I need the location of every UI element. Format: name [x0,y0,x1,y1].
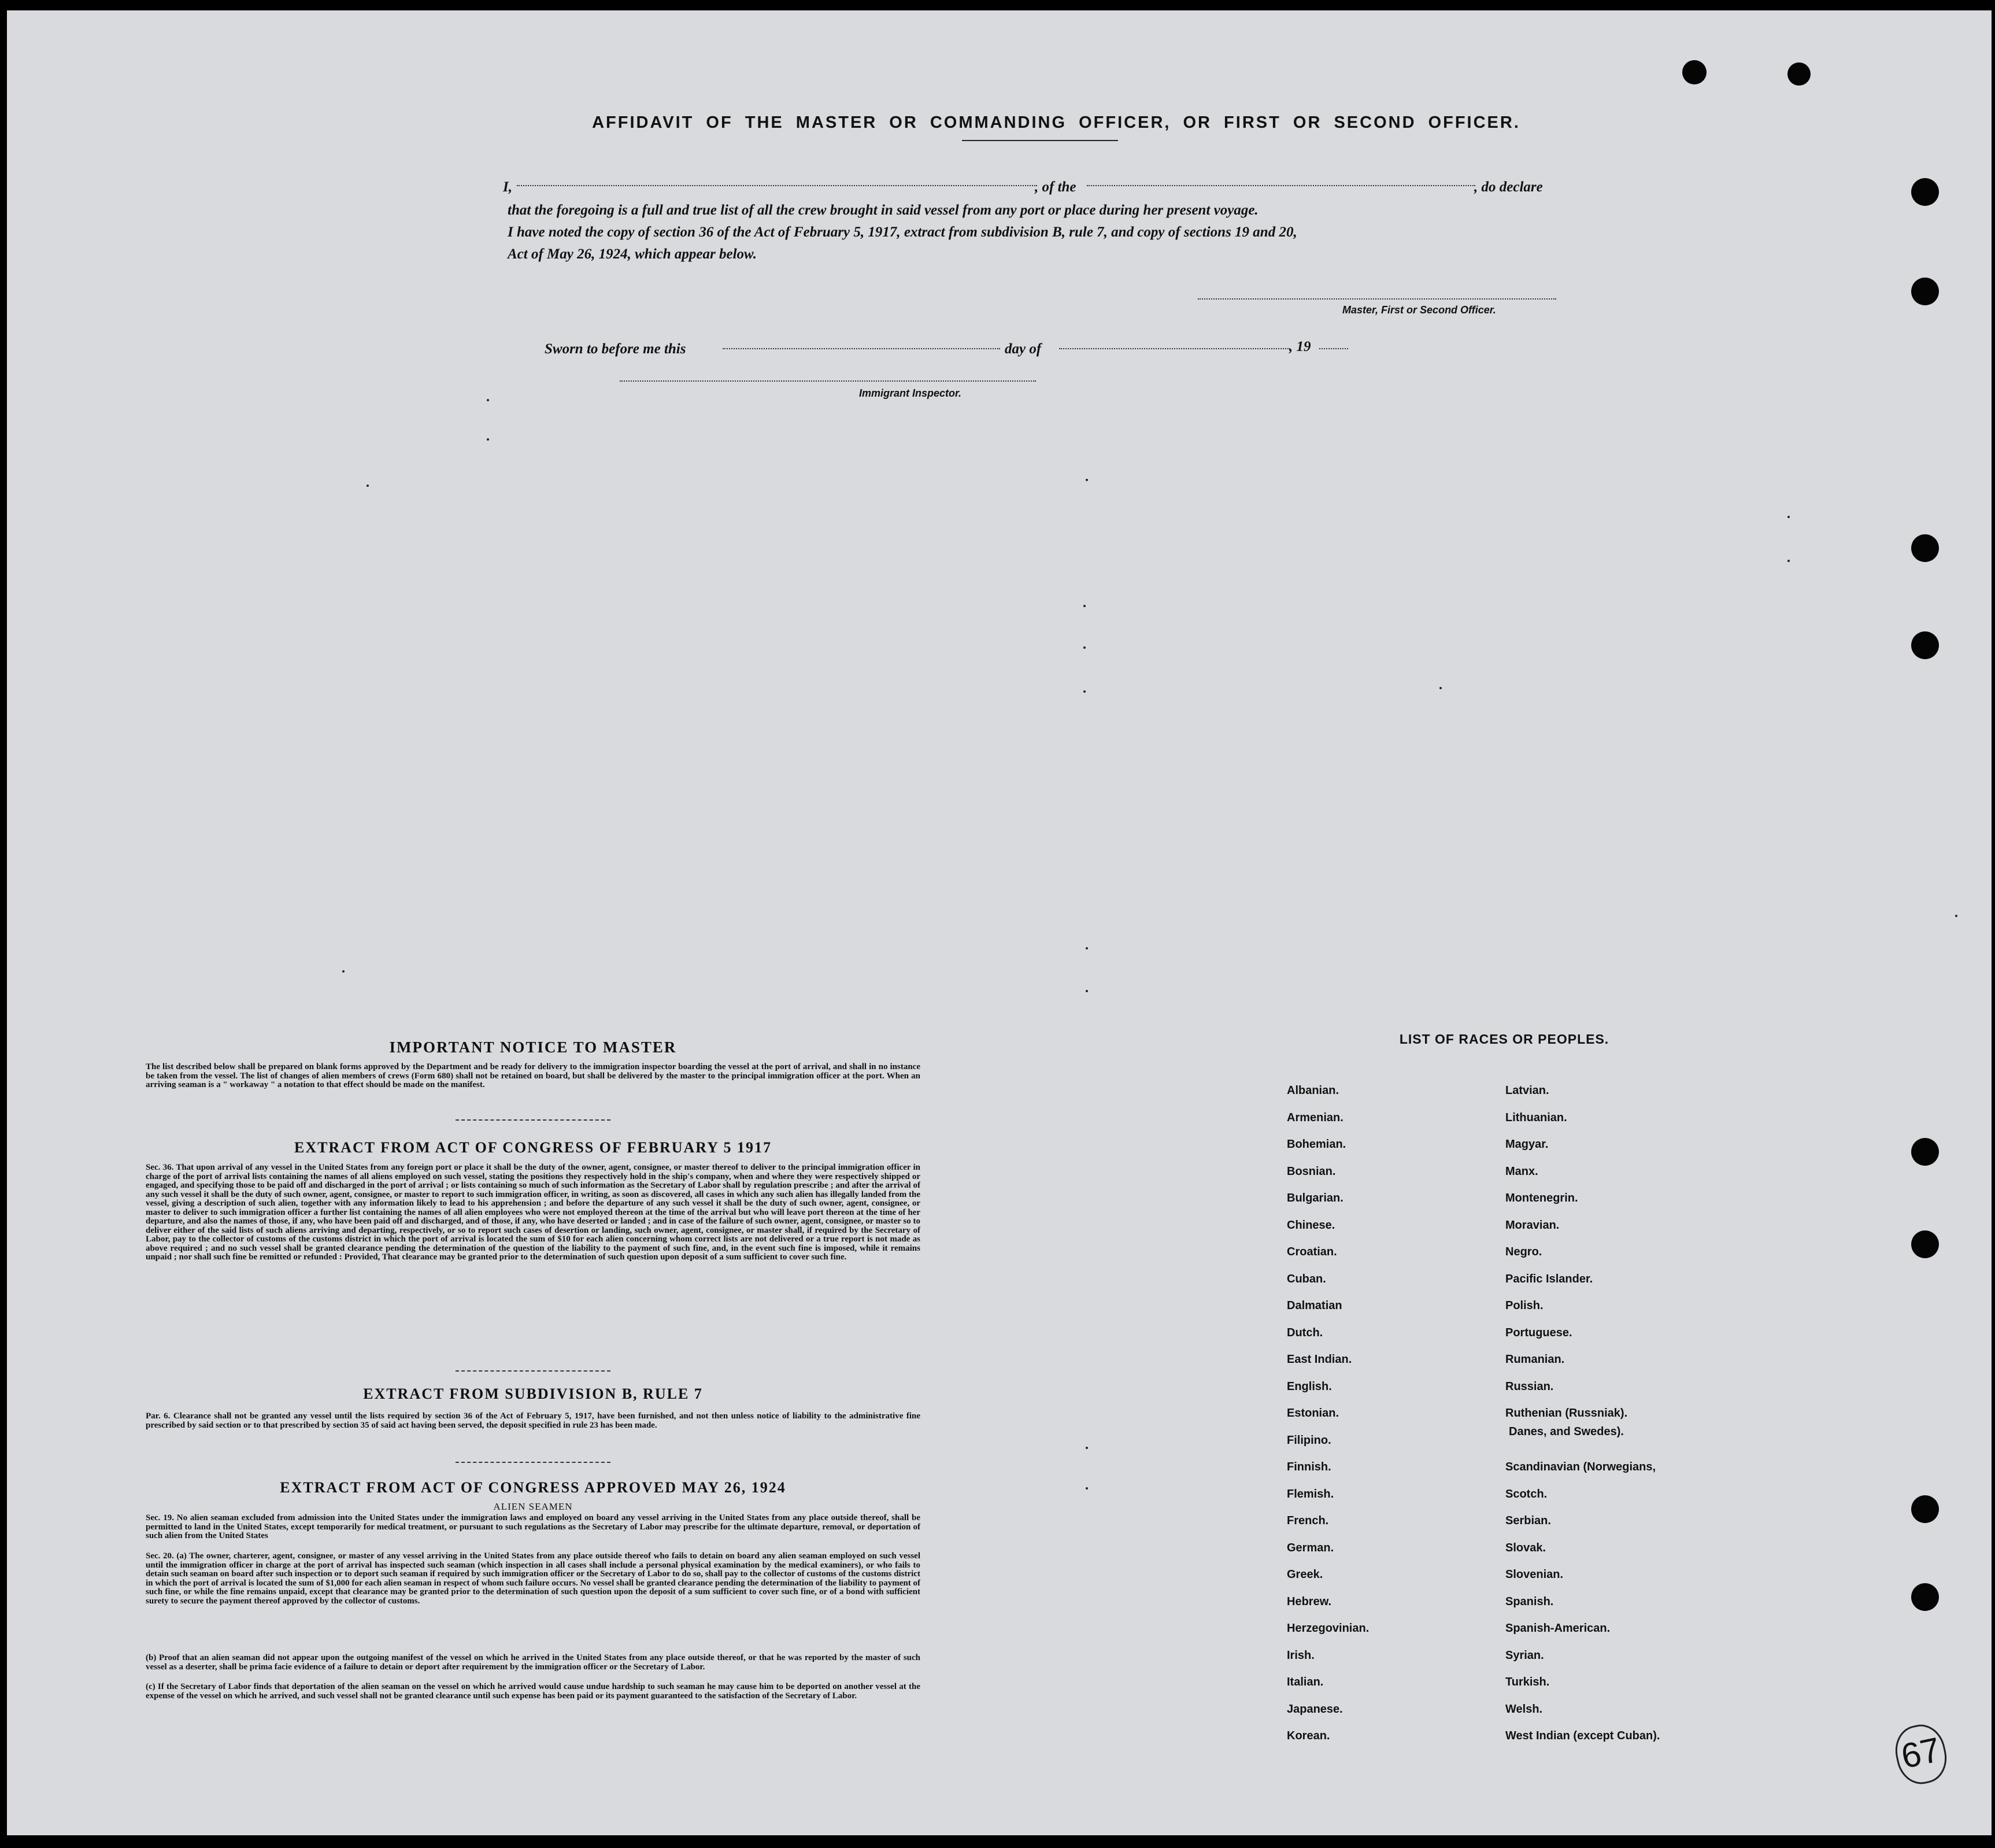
punch-hole [1911,534,1939,562]
extract-1924-title: EXTRACT FROM ACT OF CONGRESS APPROVED MAY 26, 1924 [280,1479,786,1496]
inspector-signature-line [620,380,1036,382]
punch-hole [1787,62,1811,86]
race-item: Hebrew. [1287,1595,1332,1608]
scan-border-right [1992,0,1995,1848]
race-item: Rumanian. [1505,1353,1565,1366]
affidavit-line-3: I have noted the copy of section 36 of the Act of February 5, 1917, extract from subdivision B, rule 7, and copy of sections 19 and 20, [508,224,1297,240]
year-prefix: , 19 [1289,339,1311,354]
race-item: Slovenian. [1505,1568,1564,1581]
scan-speck [1787,560,1790,562]
extract-1924-sec20c: (c) If the Secretary of Labor finds that deportation of the alien seaman on the vessel on which he arrived would cause undue hardship to such seaman he may cause him to be deported on another vessel at the expense of the vessel on which he arrived, and such vessel shall not be granted clearance until such expense has been paid or its payment guaranteed to the satisfaction of the Secretary of Labor. [146,1682,920,1701]
scan-speck [1086,1447,1088,1449]
scan-border-bottom [0,1835,1995,1848]
sworn-day-blank [723,348,1000,349]
punch-hole [1911,178,1939,206]
race-item: Greek. [1287,1568,1323,1581]
affidavit-intro-declare: , do declare [1474,179,1543,195]
race-item: Chinese. [1287,1219,1335,1232]
extract-rule7-text: Par. 6. Clearance shall not be granted any vessel until the lists required by section 36 of the Act of February 5, 1917, have been furnished, and not then unless notice of liability to the administrative fine prescribed by said section or to that prescribed by section 35 of said act having been served, the deposit specified in rule 23 has been made. [146,1411,920,1430]
punch-hole [1911,1495,1939,1523]
punch-hole [1682,60,1707,84]
divider [456,1119,610,1121]
race-item: Russian. [1505,1380,1554,1393]
race-item: French. [1287,1514,1329,1527]
race-item: English. [1287,1380,1332,1393]
sworn-label: Sworn to before me this [545,341,686,357]
race-item: Finnish. [1287,1461,1331,1473]
race-item: German. [1287,1542,1334,1554]
race-item: Magyar. [1505,1138,1549,1151]
race-item: Croatian. [1287,1245,1337,1258]
race-item: Spanish. [1505,1595,1554,1608]
race-item: Cuban. [1287,1273,1326,1285]
master-caption: Master, First or Second Officer. [1342,304,1496,316]
document-page [7,10,1992,1835]
sworn-month-blank [1059,348,1290,349]
race-item: Bosnian. [1287,1165,1336,1178]
punch-hole [1911,1138,1939,1166]
race-item: Ruthenian (Russniak). [1505,1407,1628,1420]
scan-border-left [0,0,7,1848]
affidavit-line-4: Act of May 26, 1924, which appear below. [508,246,757,262]
affidavit-intro-of-the: , of the [1035,179,1076,195]
race-item: Filipino. [1287,1434,1331,1447]
master-signature-line [1198,298,1556,300]
race-item: West Indian (except Cuban). [1505,1729,1660,1742]
race-item: Albanian. [1287,1084,1339,1097]
punch-hole [1911,278,1939,305]
race-item: Serbian. [1505,1514,1551,1527]
extract-1924-sec20b: (b) Proof that an alien seaman did not appear upon the outgoing manifest of the vessel on which he arrived in the United States from any place outside thereof, or that he was reported by the master of such vessel as a deserter, shall be prima facie evidence of a failure to detain or deport after requirement by the immigration officer or the Secretary of Labor. [146,1653,920,1672]
scan-speck [1955,915,1957,917]
race-item: Italian. [1287,1676,1324,1688]
race-item: Latvian. [1505,1084,1549,1097]
race-item: Pacific Islander. [1505,1273,1593,1285]
race-item: Polish. [1505,1299,1544,1312]
day-of-label: day of [1005,341,1042,357]
race-item: Armenian. [1287,1111,1343,1124]
affidavit-title: AFFIDAVIT OF THE MASTER OR COMMANDING OFFICER, OR FIRST OR SECOND OFFICER. [592,113,1520,132]
race-item: Dutch. [1287,1326,1323,1339]
race-item: Syrian. [1505,1649,1544,1662]
race-item: Moravian. [1505,1219,1560,1232]
races-title: LIST OF RACES OR PEOPLES. [1399,1032,1609,1047]
punch-hole [1911,1583,1939,1611]
race-item-continuation: Danes, and Swedes). [1509,1425,1624,1438]
affidavit-line-2: that the foregoing is a full and true list of all the crew brought in said vessel from any port or place during her present voyage. [508,202,1259,218]
race-item: Estonian. [1287,1407,1339,1420]
scan-border-top [0,0,1995,10]
race-item: Herzegovinian. [1287,1622,1370,1635]
scan-speck [1086,947,1088,949]
scan-speck [367,485,369,487]
scan-speck [1086,1487,1088,1490]
extract-1924-subtitle: ALIEN SEAMEN [493,1501,573,1512]
race-item: Korean. [1287,1729,1330,1742]
extract-1917-text: Sec. 36. That upon arrival of any vessel in the United States from any foreign port or place it shall be the duty of the owner, agent, consignee, or master thereof to deliver to the principal immigration officer in charge of the port of arrival lists containing the names of all aliens employed on such vessel, stating the positions they respectively hold in the ship's company, when and where they were respectively shipped or engaged, and specifying those to be paid off and discharged in the port of arrival ; or lists containing so much of such information as the Secretary of Labor shall by regulation prescribe ; and after the arrival of any such vessel it shall be the duty of such owner, agent, consignee, or master to report to such immigration officer, in writing, as soon as discovered, all cases in which any such alien has illegally landed from the vessel, giving a description of such alien, together with any information likely to lead to his apprehension ; and before the departure of any such vessel it shall be the duty of such owner, agent, consignee, or master to deliver to such immigration officer a further list containing the names of all alien employees who were not employed thereon at the time of the arrival but who will leave port thereon at the time of her departure, and also the names of those, if any, who have been paid off and discharged, and of those, if any, who have deserted or landed ; and in case of the failure of such owner, agent, consignee, or master so to deliver either of the said lists of such aliens arriving and departing, respectively, or so to report such cases of desertion or landing, such owner, agent, consignee, or master shall, if required by the Secretary of Labor, pay to the collector of customs of the customs district in which the port of arrival is located the sum of $10 for each alien concerning whom correct lists are not delivered or a true report is not made as above required ; and no such vessel shall be granted clearance pending the determination of the question of the liability to the payment of such fine, and, in the event such fine is imposed, while it remains unpaid ; nor shall such fine be remitted or refunded : Provided, That clearance may be granted prior to the determination of such question upon deposit of a sum sufficient to cover such fine. [146,1163,920,1262]
race-item: Welsh. [1505,1703,1543,1716]
race-item: Irish. [1287,1649,1315,1662]
extract-rule7-title: EXTRACT FROM SUBDIVISION B, RULE 7 [363,1385,703,1402]
extract-1917-title: EXTRACT FROM ACT OF CONGRESS OF FEBRUARY 5 1917 [294,1139,772,1156]
race-item: Manx. [1505,1165,1538,1178]
notice-title: IMPORTANT NOTICE TO MASTER [389,1038,677,1056]
name-blank-line [517,185,1037,186]
punch-hole [1911,1230,1939,1258]
divider [962,140,1118,141]
punch-hole [1911,631,1939,659]
race-item: Negro. [1505,1245,1542,1258]
race-item: Lithuanian. [1505,1111,1567,1124]
race-item: Spanish-American. [1505,1622,1611,1635]
scan-speck [487,438,489,441]
vessel-blank-line [1087,185,1475,186]
notice-text: The list described below shall be prepared on blank forms approved by the Department and be ready for delivery to the immigration inspector boarding the vessel at the port of arrival, and shall in no instance be taken from the vessel. The list of changes of alien members of crews (Form 680) shall not be retained on board, but shall be delivered by the master to the principal immigration officer at the port. When an arriving seaman is a " workaway " a notation to that effect should be made on the manifest. [146,1062,920,1089]
sworn-year-blank [1319,348,1348,349]
extract-1924-sec20a: Sec. 20. (a) The owner, charterer, agent, consignee, or master of any vessel arriving in the United States from any place outside thereof who fails to detain on board any alien seaman employed on such vessel until the immigration officer in charge at the port of arrival has inspected such seaman (which inspection in all cases shall include a personal physical examination by the medical examiners), or who fails to detain such seaman on board after such inspection or to deport such seaman if required by such immigration officer or the Secretary of Labor to do so, shall pay to the collector of customs of the customs district in which the port of arrival is located the sum of $1,000 for each alien seaman in respect of whom such failure occurs. No vessel shall be granted clearance pending the determination of the liability to payment of such fine, or while the fine remains unpaid, except that clearance may be granted prior to the determination of such question upon the deposit of a sum sufficient to cover such fine, or of a bond with sufficient surety to secure the payment thereof approved by the collector of customs. [146,1551,920,1606]
handwritten-page-number: 67 [1890,1720,1951,1788]
race-item: Flemish. [1287,1488,1334,1500]
divider [456,1462,610,1463]
affidavit-intro-i: I, [503,179,512,195]
scan-speck [1439,687,1442,689]
scan-speck [1086,479,1088,481]
race-item: Bohemian. [1287,1138,1346,1151]
scan-speck [1787,516,1790,518]
race-item: Scotch. [1505,1488,1548,1500]
race-item: Portuguese. [1505,1326,1572,1339]
race-item: Bulgarian. [1287,1192,1343,1204]
inspector-caption: Immigrant Inspector. [859,387,962,399]
extract-1924-sec19: Sec. 19. No alien seaman excluded from admission into the United States under the immigration laws and employed on board any vessel arriving in the United States from any place outside thereof, shall be permitted to land in the United States, except temporarily for medical treatment, or pursuant to such regulations as the Secretary of Labor may prescribe for the ultimate departure, removal, or deportation of such alien from the United States [146,1513,920,1540]
scan-speck [342,970,345,973]
race-item: Dalmatian [1287,1299,1342,1312]
race-item: Japanese. [1287,1703,1343,1716]
race-item: Slovak. [1505,1542,1546,1554]
scan-speck [487,399,489,401]
race-item: Scandinavian (Norwegians, [1505,1461,1656,1473]
scan-speck [1083,646,1086,649]
divider [456,1370,610,1372]
race-item: Montenegrin. [1505,1192,1578,1204]
race-item: East Indian. [1287,1353,1352,1366]
scan-speck [1086,990,1088,992]
scan-speck [1083,605,1086,607]
race-item: Turkish. [1505,1676,1550,1688]
scan-speck [1083,690,1086,693]
